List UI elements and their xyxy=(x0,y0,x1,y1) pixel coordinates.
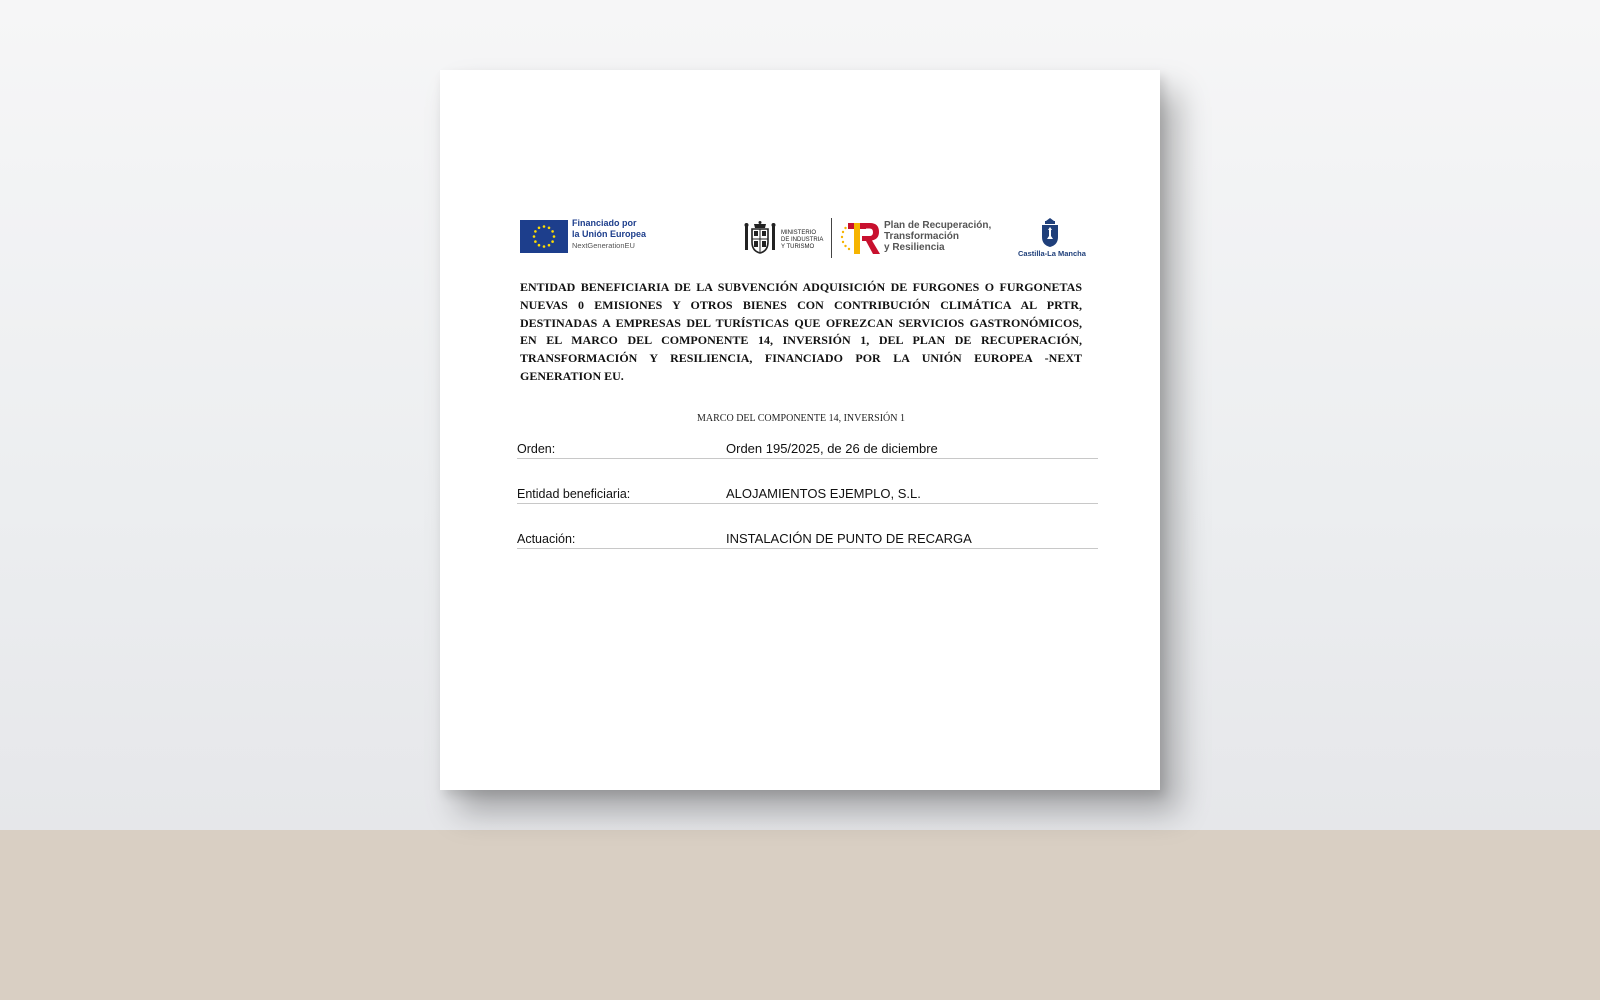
document-title: ENTIDAD BENEFICIARIA DE LA SUBVENCIÓN ADQUISICIÓN DE FURGONES O FURGONETAS NUEVAS 0 EMISIONES Y OTROS BIENES CON CONTRIBUCIÓN CLIMÁTICA AL PRTR, DESTINADAS A EMPRESAS DEL TURÍSTICAS QUE OFREZCAN SERVICIOS GASTRONÓMICOS, EN EL MARCO DEL COMPONENTE 14, INVERSIÓN 1, DEL PLAN DE RECUPERACIÓN, TRANSFORMACIÓN Y RESILIENCIA, FINANCIADO POR LA UNIÓN EUROPEA -NEXT GENERATION EU. xyxy=(520,280,1082,383)
document-subtitle: MARCO DEL COMPONENTE 14, INVERSIÓN 1 xyxy=(697,413,905,424)
logo-divider xyxy=(831,218,832,258)
ministry-line-2: DE INDUSTRIA xyxy=(781,237,824,243)
prtr-line-1: Plan de Recuperación, xyxy=(884,220,992,231)
eu-flag-icon xyxy=(520,220,568,253)
field-label: Actuación: xyxy=(517,532,576,546)
prtr-line-2: Transformación xyxy=(884,231,960,242)
spain-coat-of-arms-icon xyxy=(742,220,778,256)
logo-strip xyxy=(520,218,1086,262)
castilla-la-mancha-crest-icon xyxy=(1039,218,1061,248)
region-name: Castilla-La Mancha xyxy=(1018,249,1086,258)
floor-background xyxy=(0,830,1600,1000)
eu-logo-line-3: NextGenerationEU xyxy=(572,241,635,250)
field-row-actuacion xyxy=(517,530,1098,575)
field-divider xyxy=(517,458,1098,459)
eu-logo-line-2: la Unión Europea xyxy=(572,229,647,239)
prtr-line-3: y Resiliencia xyxy=(884,242,945,253)
fields-table xyxy=(517,440,1098,575)
ministry-logo xyxy=(742,218,832,258)
field-row-entidad xyxy=(517,485,1098,530)
castilla-la-mancha-logo xyxy=(1018,218,1086,262)
field-value: ALOJAMIENTOS EJEMPLO, S.L. xyxy=(726,486,921,501)
prtr-logo xyxy=(840,218,1010,258)
field-label: Orden: xyxy=(517,442,556,456)
ministry-line-3: Y TURISMO xyxy=(781,244,815,250)
ministry-line-1: MINISTERIO xyxy=(781,230,817,236)
prtr-mark-icon xyxy=(840,220,882,256)
field-label: Entidad beneficiaria: xyxy=(517,487,631,501)
eu-funding-logo xyxy=(520,218,660,256)
field-divider xyxy=(517,503,1098,504)
field-row-orden xyxy=(517,440,1098,485)
field-divider xyxy=(517,548,1098,549)
field-value: Orden 195/2025, de 26 de diciembre xyxy=(726,441,938,456)
field-value: INSTALACIÓN DE PUNTO DE RECARGA xyxy=(726,531,972,546)
document-sheet xyxy=(440,70,1160,790)
eu-logo-line-1: Financiado por xyxy=(572,218,637,228)
